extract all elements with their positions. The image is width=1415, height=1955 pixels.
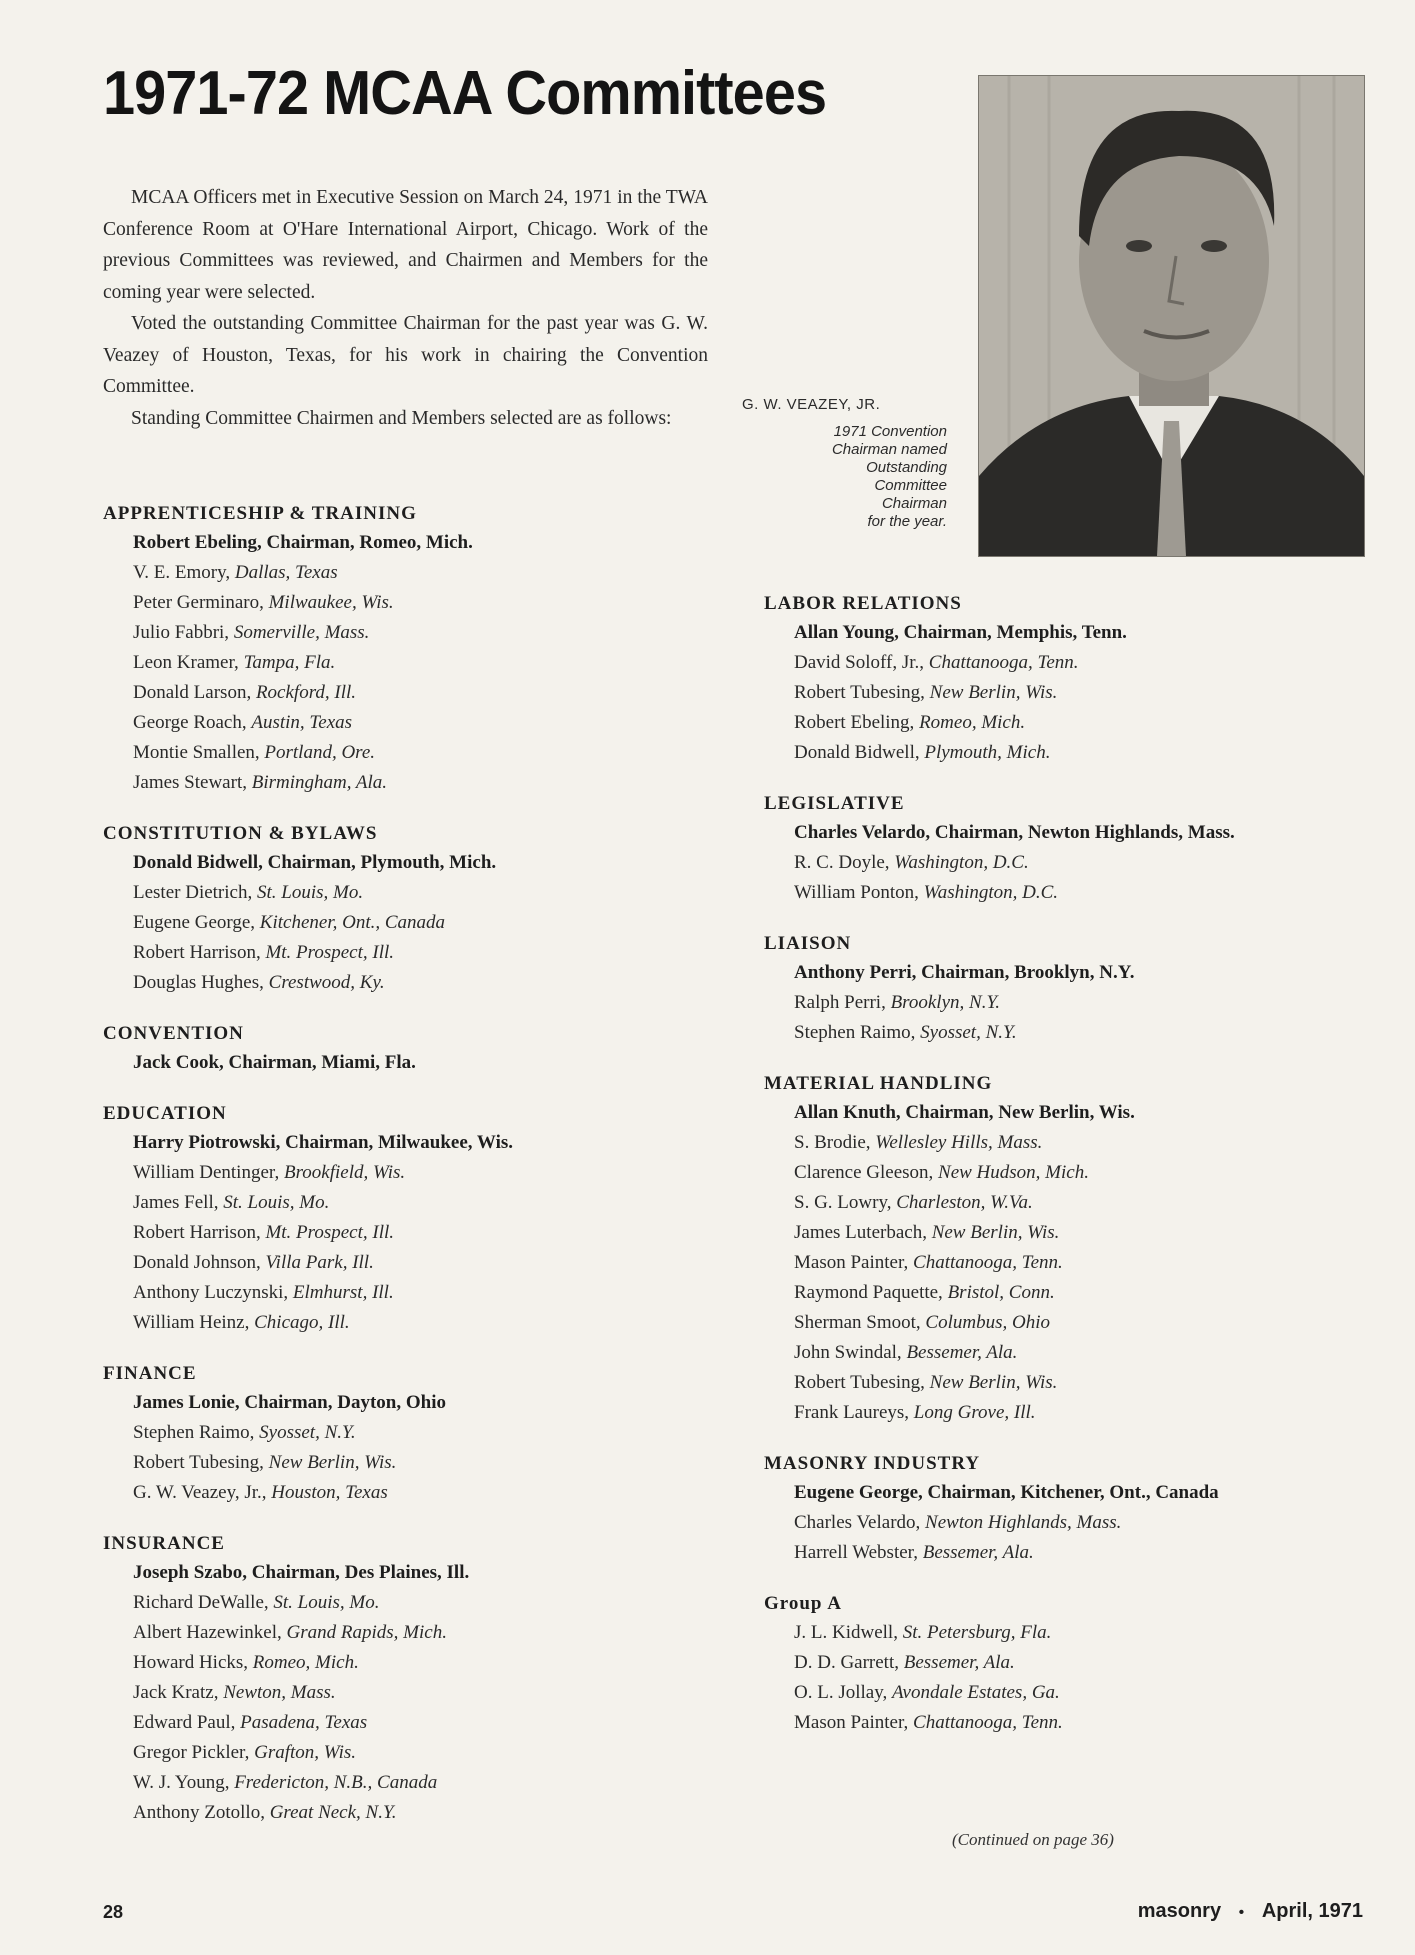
committee-chairman: Joseph Szabo, Chairman, Des Plaines, Ill. xyxy=(133,1562,470,1583)
committee-member xyxy=(103,1588,703,1618)
intro-paragraph: MCAA Officers met in Executive Session on March 24, 1971 in the TWA Conference Room at O'Hare International Airport, Chicago. Work of the previous Committees was reviewed, and Chairmen and Members for the coming year were selected. xyxy=(103,187,708,303)
intro-text xyxy=(103,182,708,434)
committee-chairman: Jack Cook, Chairman, Miami, Fla. xyxy=(133,1052,416,1073)
member-name: D. D. Garrett, xyxy=(794,1652,904,1673)
member-location: Kitchener, Ont., Canada xyxy=(259,912,446,933)
member-location: Chattanooga, Tenn. xyxy=(913,1712,1063,1733)
member-location: Fredericton, N.B., Canada xyxy=(234,1772,438,1793)
member-location: Rockford, Ill. xyxy=(255,682,357,703)
member-location: New Berlin, Wis. xyxy=(929,1372,1058,1393)
member-name: Jack Kratz, xyxy=(133,1682,224,1703)
committee-member xyxy=(764,1708,1374,1738)
publication-name: masonry xyxy=(1137,1900,1222,1922)
caption-line: Chairman xyxy=(881,495,947,512)
committee-section xyxy=(764,1070,1374,1428)
committee-member xyxy=(103,1188,703,1218)
continued-note: (Continued on page 36) xyxy=(952,1830,1114,1849)
member-location: Dallas, Texas xyxy=(234,562,338,583)
member-location: St. Petersburg, Fla. xyxy=(902,1622,1052,1643)
member-name: Robert Tubesing, xyxy=(794,1372,930,1393)
member-location: New Hudson, Mich. xyxy=(938,1162,1089,1183)
member-name: Raymond Paquette, xyxy=(794,1282,948,1303)
member-location: Charleston, W.Va. xyxy=(896,1192,1033,1213)
member-location: Tampa, Fla. xyxy=(243,652,336,673)
photo-caption xyxy=(742,396,947,531)
member-location: St. Louis, Mo. xyxy=(223,1192,330,1213)
intro-paragraph: Standing Committee Chairmen and Members selected are as follows: xyxy=(131,407,672,429)
member-name: Harrell Webster, xyxy=(794,1542,923,1563)
committee-member xyxy=(764,678,1374,708)
member-location: Wellesley Hills, Mass. xyxy=(875,1132,1043,1153)
member-name: S. G. Lowry, xyxy=(794,1192,897,1213)
committee-member xyxy=(764,1218,1374,1248)
committee-chairman: Charles Velardo, Chairman, Newton Highlands, Mass. xyxy=(794,822,1235,843)
committee-member xyxy=(103,1708,703,1738)
issue-date: April, 1971 xyxy=(1261,1900,1363,1922)
committee-member xyxy=(764,1338,1374,1368)
member-name: Ralph Perri, xyxy=(794,992,891,1013)
right-committee-column xyxy=(764,590,1374,1760)
member-name: Lester Dietrich, xyxy=(133,882,257,903)
member-location: Avondale Estates, Ga. xyxy=(891,1682,1060,1703)
member-location: New Berlin, Wis. xyxy=(931,1222,1060,1243)
caption-line: 1971 Convention xyxy=(833,423,947,440)
member-name: O. L. Jollay, xyxy=(794,1682,892,1703)
member-name: David Soloff, Jr., xyxy=(794,652,929,673)
member-location: Elmhurst, Ill. xyxy=(292,1282,394,1303)
member-name: Douglas Hughes, xyxy=(133,972,269,993)
committee-section xyxy=(103,1020,703,1078)
committee-member xyxy=(103,1648,703,1678)
committee-member xyxy=(103,908,703,938)
committee-chairman: Donald Bidwell, Chairman, Plymouth, Mich. xyxy=(133,852,497,873)
committee-member xyxy=(764,1308,1374,1338)
committee-member xyxy=(103,878,703,908)
member-location: Great Neck, N.Y. xyxy=(269,1802,397,1823)
committee-member xyxy=(103,1618,703,1648)
member-location: Chattanooga, Tenn. xyxy=(913,1252,1063,1273)
member-name: Robert Ebeling, xyxy=(794,712,920,733)
member-location: St. Louis, Mo. xyxy=(256,882,364,903)
footer-separator: • xyxy=(1238,1904,1245,1921)
member-name: Peter Germinaro, xyxy=(133,592,269,613)
committee-member xyxy=(764,1538,1374,1568)
committee-member xyxy=(103,1448,703,1478)
committee-member xyxy=(103,1158,703,1188)
committee-section xyxy=(103,820,703,998)
committee-chairman: Eugene George, Chairman, Kitchener, Ont., Canada xyxy=(794,1482,1219,1503)
committee-heading: EDUCATION xyxy=(103,1103,227,1124)
committee-heading: Group A xyxy=(764,1593,842,1614)
committee-chairman: Allan Young, Chairman, Memphis, Tenn. xyxy=(794,622,1127,643)
caption-line: for the year. xyxy=(867,513,947,530)
committee-member xyxy=(764,878,1374,908)
caption-text xyxy=(742,423,947,531)
member-location: Brookfield, Wis. xyxy=(283,1162,406,1183)
committee-member xyxy=(764,1018,1374,1048)
committee-member xyxy=(764,1648,1374,1678)
committee-heading: CONSTITUTION & BYLAWS xyxy=(103,823,378,844)
member-name: Stephen Raimo, xyxy=(794,1022,921,1043)
member-location: Romeo, Mich. xyxy=(919,712,1026,733)
committee-section xyxy=(764,590,1374,768)
member-name: Montie Smallen, xyxy=(133,742,265,763)
member-name: James Luterbach, xyxy=(794,1222,932,1243)
member-location: Long Grove, Ill. xyxy=(913,1402,1036,1423)
committee-member xyxy=(764,1248,1374,1278)
committee-member xyxy=(103,1218,703,1248)
member-location: Plymouth, Mich. xyxy=(924,742,1051,763)
committee-member xyxy=(103,1768,703,1798)
member-name: Sherman Smoot, xyxy=(794,1312,926,1333)
portrait-illustration xyxy=(979,76,1364,556)
committee-member xyxy=(764,848,1374,878)
committee-section xyxy=(764,1450,1374,1568)
caption-line: Chairman named xyxy=(831,441,947,458)
committee-member xyxy=(103,618,703,648)
committee-member xyxy=(103,1478,703,1508)
member-name: Robert Harrison, xyxy=(133,1222,266,1243)
committee-heading: FINANCE xyxy=(103,1363,197,1384)
committee-heading: MATERIAL HANDLING xyxy=(764,1073,993,1094)
member-location: Bessemer, Ala. xyxy=(922,1542,1034,1563)
committee-member xyxy=(764,1678,1374,1708)
committee-section xyxy=(764,1590,1374,1738)
member-name: James Fell, xyxy=(133,1192,224,1213)
committee-section xyxy=(103,1530,703,1828)
member-location: Newton Highlands, Mass. xyxy=(925,1512,1122,1533)
member-name: V. E. Emory, xyxy=(133,562,235,583)
committee-member xyxy=(764,738,1374,768)
member-location: Mt. Prospect, Ill. xyxy=(265,1222,395,1243)
member-location: Washington, D.C. xyxy=(894,852,1029,873)
member-name: William Ponton, xyxy=(794,882,924,903)
caption-line: Committee xyxy=(874,477,947,494)
committee-member xyxy=(103,1278,703,1308)
member-location: Pasadena, Texas xyxy=(240,1712,368,1733)
member-name: Anthony Luczynski, xyxy=(133,1282,293,1303)
committee-heading: MASONRY INDUSTRY xyxy=(764,1453,981,1474)
member-name: J. L. Kidwell, xyxy=(794,1622,903,1643)
committee-member xyxy=(764,708,1374,738)
member-location: Portland, Ore. xyxy=(264,742,376,763)
committee-heading: CONVENTION xyxy=(103,1023,244,1044)
member-location: Chicago, Ill. xyxy=(254,1312,350,1333)
member-name: William Heinz, xyxy=(133,1312,255,1333)
member-location: Romeo, Mich. xyxy=(252,1652,359,1673)
member-name: Donald Larson, xyxy=(133,682,256,703)
member-location: Grafton, Wis. xyxy=(254,1742,356,1763)
page-number: 28 xyxy=(103,1902,124,1922)
member-name: Robert Tubesing, xyxy=(133,1452,269,1473)
member-name: Mason Painter, xyxy=(794,1252,914,1273)
committee-heading: INSURANCE xyxy=(103,1533,225,1554)
member-name: Edward Paul, xyxy=(133,1712,241,1733)
committee-chairman: Allan Knuth, Chairman, New Berlin, Wis. xyxy=(794,1102,1135,1123)
committee-member xyxy=(764,1128,1374,1158)
committee-heading: LIAISON xyxy=(764,933,852,954)
committee-member xyxy=(103,708,703,738)
member-name: Julio Fabbri, xyxy=(133,622,234,643)
member-name: Robert Harrison, xyxy=(133,942,266,963)
member-location: Mt. Prospect, Ill. xyxy=(265,942,395,963)
member-location: Milwaukee, Wis. xyxy=(268,592,394,613)
member-name: Clarence Gleeson, xyxy=(794,1162,939,1183)
member-location: Brooklyn, N.Y. xyxy=(890,992,1001,1013)
committee-member xyxy=(103,1738,703,1768)
member-name: Gregor Pickler, xyxy=(133,1742,255,1763)
member-name: Donald Bidwell, xyxy=(794,742,925,763)
committee-member xyxy=(103,558,703,588)
left-committee-column xyxy=(103,500,703,1850)
member-name: Howard Hicks, xyxy=(133,1652,253,1673)
committee-heading: LABOR RELATIONS xyxy=(764,593,962,614)
committee-section xyxy=(103,500,703,798)
committee-member xyxy=(764,1398,1374,1428)
member-location: Newton, Mass. xyxy=(223,1682,336,1703)
committee-member xyxy=(764,1278,1374,1308)
member-location: Syosset, N.Y. xyxy=(259,1422,356,1443)
committee-member xyxy=(103,968,703,998)
committee-member xyxy=(764,1508,1374,1538)
member-name: Richard DeWalle, xyxy=(133,1592,274,1613)
committee-member xyxy=(103,938,703,968)
committee-member xyxy=(764,1368,1374,1398)
committee-member xyxy=(764,648,1374,678)
committee-member xyxy=(764,1618,1374,1648)
member-location: Chattanooga, Tenn. xyxy=(928,652,1079,673)
member-name: Eugene George, xyxy=(133,912,260,933)
member-name: Anthony Zotollo, xyxy=(133,1802,270,1823)
member-location: Columbus, Ohio xyxy=(925,1312,1050,1333)
footer-publication xyxy=(1138,1900,1363,1923)
committee-chairman: James Lonie, Chairman, Dayton, Ohio xyxy=(133,1392,446,1413)
committee-member xyxy=(764,988,1374,1018)
committee-member xyxy=(103,1678,703,1708)
committee-member xyxy=(103,1418,703,1448)
committee-section xyxy=(103,1100,703,1338)
intro-paragraph: Voted the outstanding Committee Chairman for the past year was G. W. Veazey of Houston, Texas, for his work in chairing the Convention Committee. xyxy=(103,313,708,397)
caption-name: G. W. VEAZEY, JR. xyxy=(742,396,881,413)
committee-member xyxy=(103,1248,703,1278)
member-location: Grand Rapids, Mich. xyxy=(286,1622,447,1643)
member-name: S. Brodie, xyxy=(794,1132,876,1153)
committee-member xyxy=(103,588,703,618)
member-location: Austin, Texas xyxy=(251,712,353,733)
member-location: Villa Park, Ill. xyxy=(265,1252,374,1273)
portrait-photo xyxy=(978,75,1365,557)
member-name: John Swindal, xyxy=(794,1342,907,1363)
member-location: Syosset, N.Y. xyxy=(920,1022,1017,1043)
committee-chairman: Anthony Perri, Chairman, Brooklyn, N.Y. xyxy=(794,962,1135,983)
committee-member xyxy=(103,648,703,678)
caption-line: Outstanding xyxy=(866,459,947,476)
committee-member xyxy=(103,1308,703,1338)
member-name: Robert Tubesing, xyxy=(794,682,930,703)
member-location: New Berlin, Wis. xyxy=(268,1452,397,1473)
committee-chairman: Robert Ebeling, Chairman, Romeo, Mich. xyxy=(133,532,473,553)
member-name: Leon Kramer, xyxy=(133,652,244,673)
member-name: George Roach, xyxy=(133,712,252,733)
committee-member xyxy=(103,768,703,798)
member-location: Washington, D.C. xyxy=(923,882,1059,903)
member-location: Crestwood, Ky. xyxy=(268,972,385,993)
committee-member xyxy=(103,738,703,768)
member-name: James Stewart, xyxy=(133,772,252,793)
page-title: 1971-72 MCAA Committees xyxy=(103,59,827,128)
committee-heading: LEGISLATIVE xyxy=(764,793,905,814)
member-name: W. J. Young, xyxy=(133,1772,235,1793)
committee-section xyxy=(103,1360,703,1508)
member-name: Mason Painter, xyxy=(794,1712,914,1733)
committee-section xyxy=(764,790,1374,908)
committee-member xyxy=(103,678,703,708)
member-name: William Dentinger, xyxy=(133,1162,284,1183)
committee-heading: APPRENTICESHIP & TRAINING xyxy=(103,503,417,524)
member-location: Bristol, Conn. xyxy=(947,1282,1055,1303)
member-name: Donald Johnson, xyxy=(133,1252,266,1273)
committee-member xyxy=(764,1158,1374,1188)
member-name: Frank Laureys, xyxy=(794,1402,914,1423)
committee-chairman: Harry Piotrowski, Chairman, Milwaukee, Wis. xyxy=(133,1132,513,1153)
member-location: Bessemer, Ala. xyxy=(906,1342,1018,1363)
member-name: Albert Hazewinkel, xyxy=(133,1622,287,1643)
committee-section xyxy=(764,930,1374,1048)
member-name: G. W. Veazey, Jr., xyxy=(133,1482,272,1503)
committee-member xyxy=(103,1798,703,1828)
member-name: Charles Velardo, xyxy=(794,1512,926,1533)
member-location: St. Louis, Mo. xyxy=(273,1592,380,1613)
member-location: Bessemer, Ala. xyxy=(903,1652,1015,1673)
member-location: Birmingham, Ala. xyxy=(251,772,388,793)
member-location: Somerville, Mass. xyxy=(233,622,370,643)
member-location: New Berlin, Wis. xyxy=(929,682,1058,703)
member-location: Houston, Texas xyxy=(271,1482,388,1503)
member-name: Stephen Raimo, xyxy=(133,1422,260,1443)
member-name: R. C. Doyle, xyxy=(794,852,895,873)
committee-member xyxy=(764,1188,1374,1218)
